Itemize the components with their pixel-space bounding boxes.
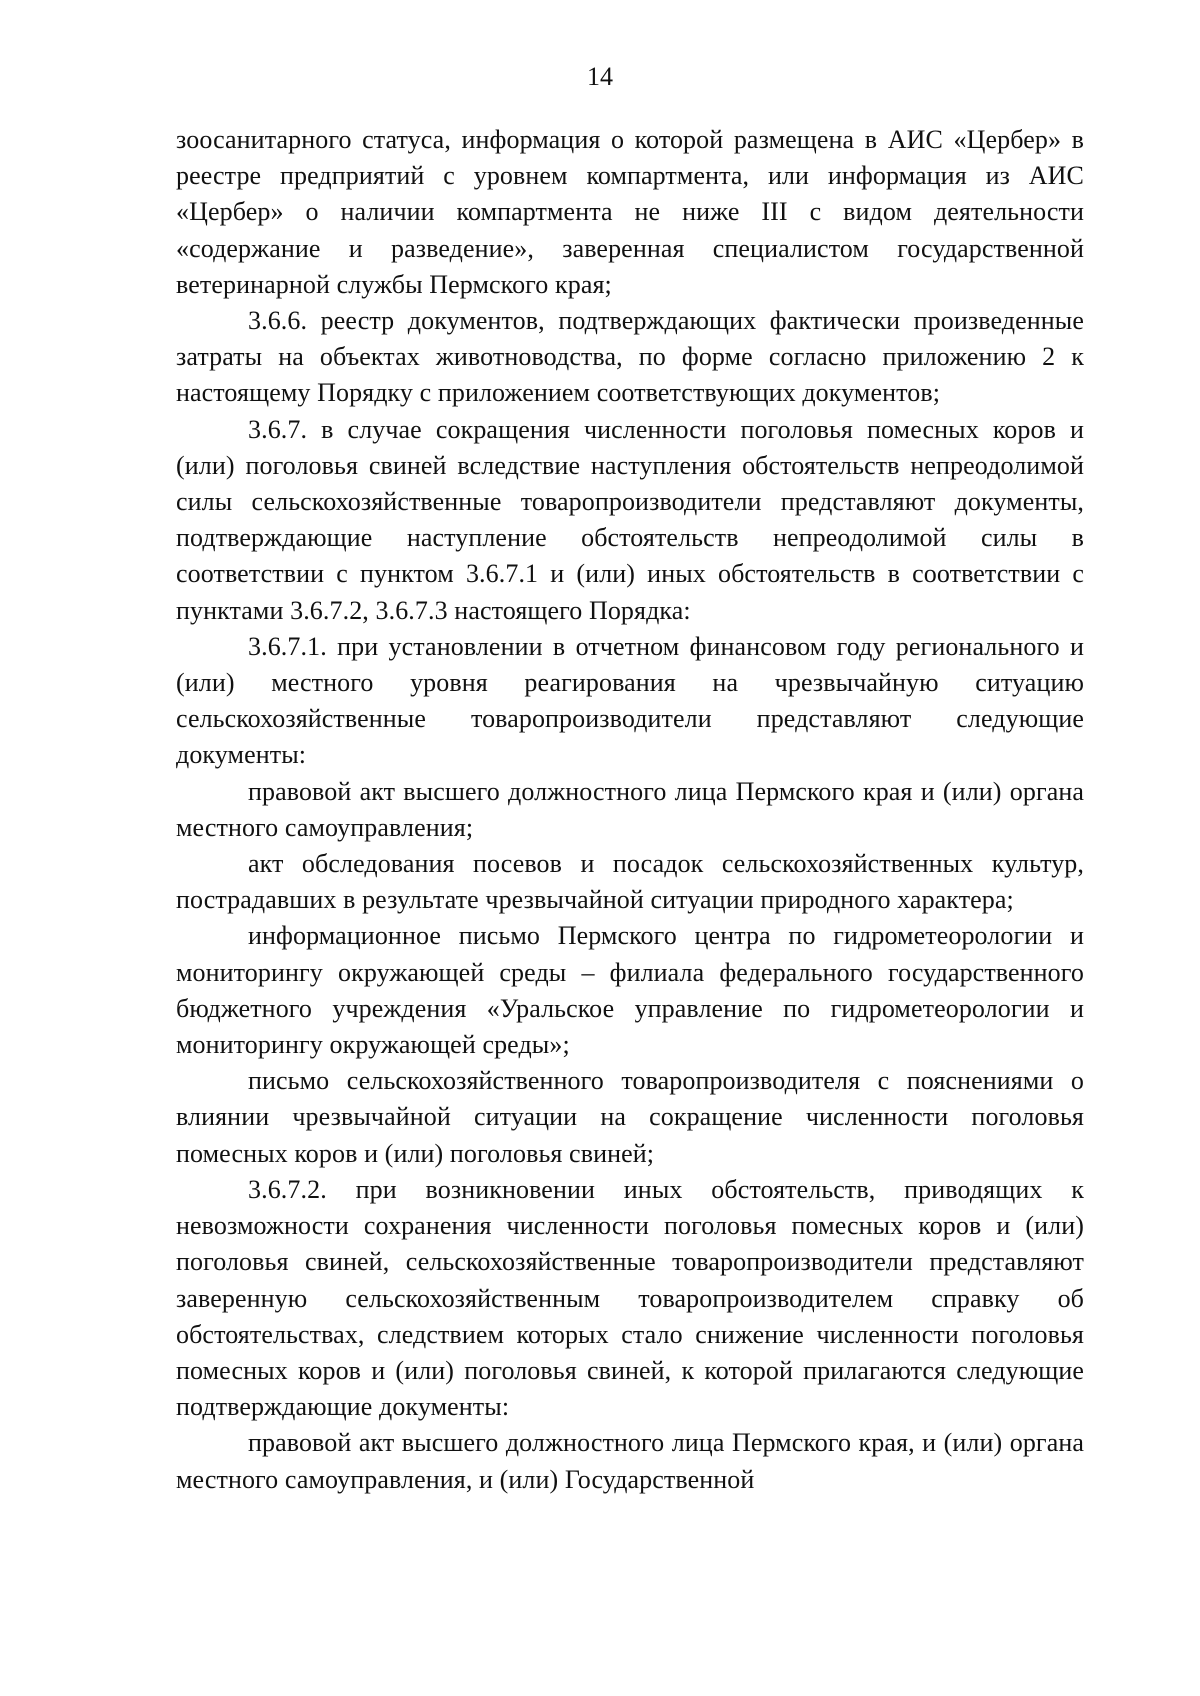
paragraph-3-6-7: 3.6.7. в случае сокращения численности поголовья помесных коров и (или) поголовья свиней вследствие наступления обстоятельств непреодолимой силы сельскохозяйственные товаропроизводители представляют документы, подтверждающие наступление обстоятельств непреодолимой силы в соответствии с пунктом 3.6.7.1 и (или) иных обстоятельств в соответствии с пунктами 3.6.7.2, 3.6.7.3 настоящего Порядка: xyxy=(176,414,1084,625)
paragraph-legal-act-2: правовой акт высшего должностного лица Пермского края, и (или) органа местного самоуправления, и (или) Государственной xyxy=(176,1428,1084,1494)
paragraph-3-6-7-2: 3.6.7.2. при возникновении иных обстоятельств, приводящих к невозможности сохранения численности поголовья помесных коров и (или) поголовья свиней, сельскохозяйственные товаропроизводители представляют заверенную сельскохозяйственным товаропроизводителем справку об обстоятельствах, следствием которых стало снижение численности поголовья помесных коров и (или) поголовья свиней, к которой прилагаются следующие подтверждающие документы: xyxy=(176,1174,1084,1422)
page-number: 14 xyxy=(587,62,613,91)
paragraph-info-letter: информационное письмо Пермского центра по гидрометеорологии и мониторингу окружающей среды – филиала федерального государственного бюджетного учреждения «Уральское управление по гидрометеорологии и мониторингу окружающей среды»; xyxy=(176,921,1084,1060)
paragraph-producer-letter: письмо сельскохозяйственного товаропроизводителя с пояснениями о влиянии чрезвычайной ситуации на сокращение численности поголовья помесных коров и (или) поголовья свиней; xyxy=(176,1066,1084,1168)
paragraph-3-6-6: 3.6.6. реестр документов, подтверждающих фактически произведенные затраты на объектах животноводства, по форме согласно приложению 2 к настоящему Порядку с приложением соответствующих документов; xyxy=(176,306,1084,408)
paragraph-continuation: зоосанитарного статуса, информация о которой размещена в АИС «Цербер» в реестре предприятий с уровнем компартмента, или информация из АИС «Цербер» о наличии компартмента не ниже III с видом деятельности «содержание и разведение», заверенная специалистом государственной ветеринарной службы Пермского края; xyxy=(176,125,1084,299)
document-body xyxy=(176,122,1084,1498)
paragraph-inspection-act: акт обследования посевов и посадок сельскохозяйственных культур, пострадавших в результате чрезвычайной ситуации природного характера; xyxy=(176,849,1084,915)
paragraph-3-6-7-1: 3.6.7.1. при установлении в отчетном финансовом году регионального и (или) местного уровня реагирования на чрезвычайную ситуацию сельскохозяйственные товаропроизводители представляют следующие документы: xyxy=(176,631,1084,770)
paragraph-legal-act: правовой акт высшего должностного лица Пермского края и (или) органа местного самоуправления; xyxy=(176,776,1084,842)
